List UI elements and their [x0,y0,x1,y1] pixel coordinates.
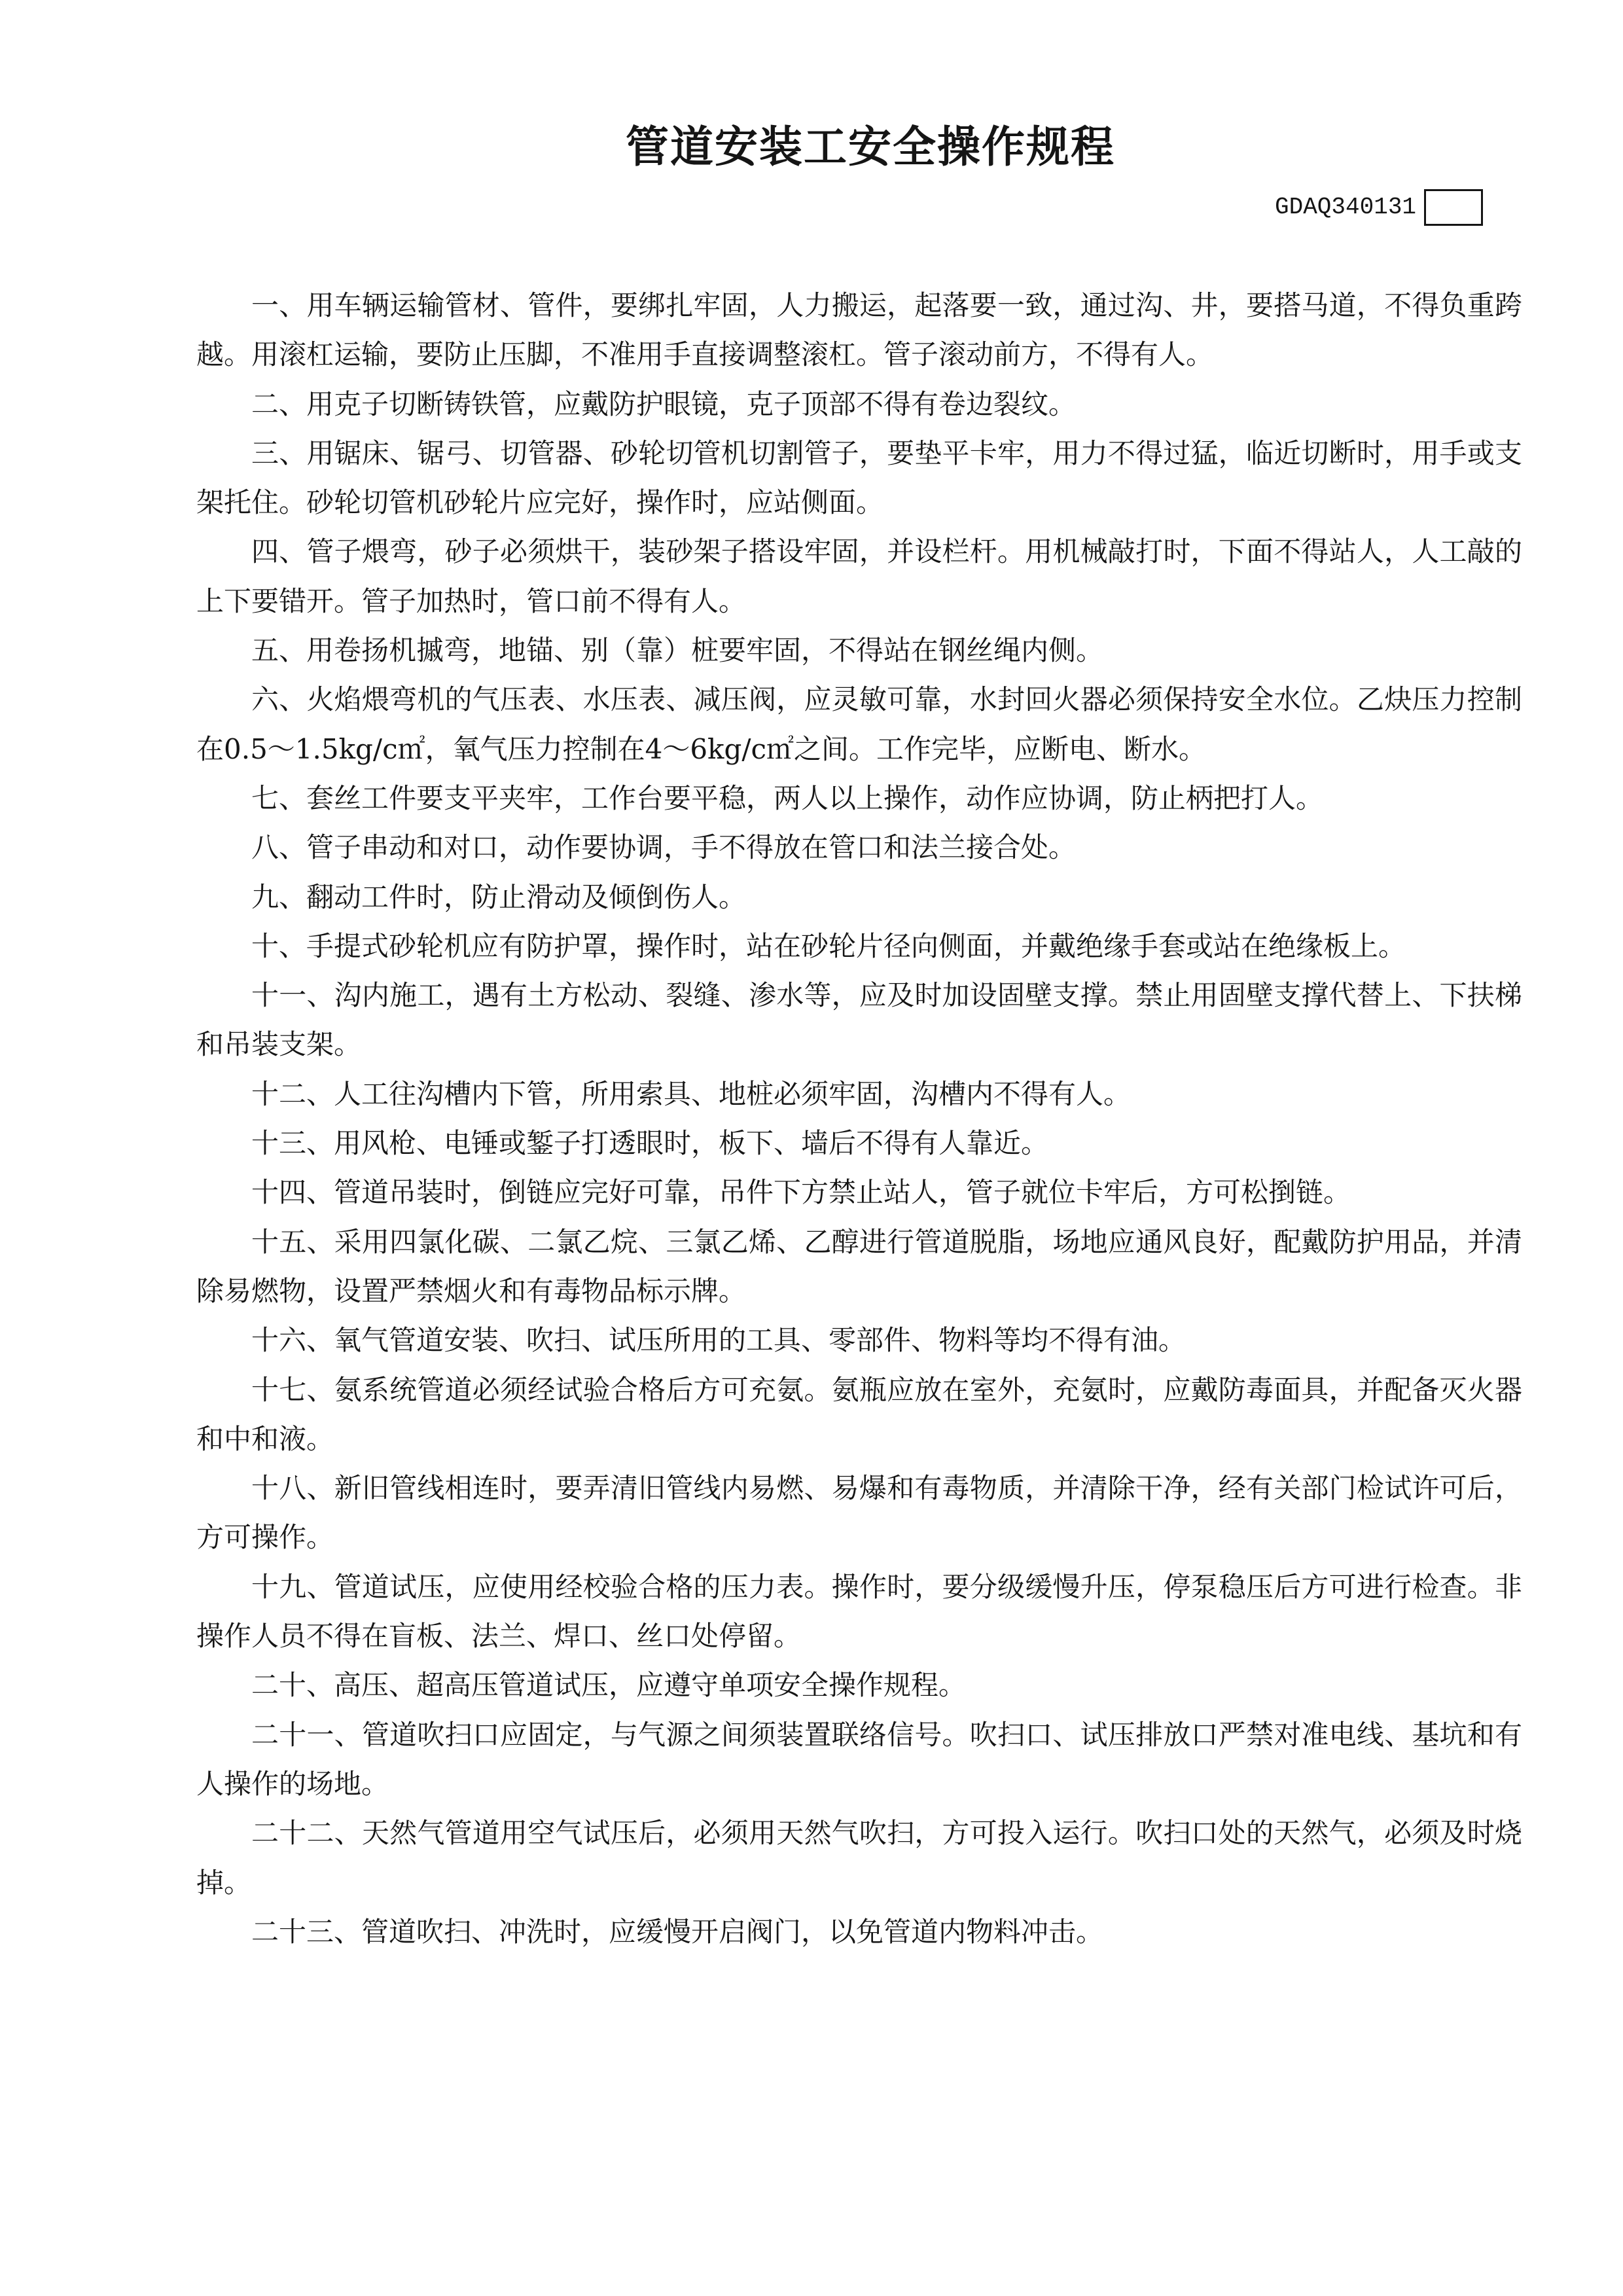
document-code: GDAQ340131 [1275,194,1417,221]
rule-item-12: 十二、人工往沟槽内下管，所用索具、地桩必须牢固，沟槽内不得有人。 [251,1077,1132,1110]
rule-item-22: 二十二、天然气管道用空气试压后，必须用天然气吹扫，方可投入运行。吹扫口处的天然气，必须及时烧掉。 [196,1817,1522,1899]
document-title: 管道安装工安全操作规程 [626,122,1115,172]
rule-item-9: 九、翻动工件时，防止滑动及倾倒伤人。 [251,880,747,913]
document-code-row [1275,189,1483,226]
rule-item-8: 八、管子串动和对口，动作要协调，手不得放在管口和法兰接合处。 [251,831,1077,864]
rule-item-15: 十五、采用四氯化碳、二氯乙烷、三氯乙烯、乙醇进行管道脱脂，场地应通风良好，配戴防护用品，并清除易燃物，设置严禁烟火和有毒物品标示牌。 [196,1225,1522,1307]
rule-item-17: 十七、氨系统管道必须经试验合格后方可充氨。氨瓶应放在室外，充氨时，应戴防毒面具，并配备灭火器和中和液。 [196,1373,1522,1455]
rule-item-11: 十一、沟内施工，遇有土方松动、裂缝、渗水等，应及时加设固壁支撑。禁止用固壁支撑代替上、下扶梯和吊装支架。 [196,979,1522,1061]
rule-item-10: 十、手提式砂轮机应有防护罩，操作时，站在砂轮片径向侧面，并戴绝缘手套或站在绝缘板上。 [251,929,1406,962]
rule-item-1: 一、用车辆运输管材、管件，要绑扎牢固，人力搬运，起落要一致，通过沟、井，要搭马道，不得负重跨越。用滚杠运输，要防止压脚，不准用手直接调整滚杠。管子滚动前方，不得有人。 [196,289,1522,371]
rule-item-23: 二十三、管道吹扫、冲洗时，应缓慢开启阀门，以免管道内物料冲击。 [251,1915,1104,1948]
rule-item-4: 四、管子煨弯，砂子必须烘干，装砂架子搭设牢固，并设栏杆。用机械敲打时，下面不得站人，人工敲的上下要错开。管子加热时，管口前不得有人。 [196,535,1522,617]
rule-item-20: 二十、高压、超高压管道试压，应遵守单项安全操作规程。 [251,1669,967,1702]
rule-item-6: 六、火焰煨弯机的气压表、水压表、减压阀，应灵敏可靠，水封回火器必须保持安全水位。乙炔压力控制在0.5～1.5kg/c㎡，氧气压力控制在4～6kg/c㎡之间。工作完毕，应断电、断水。 [196,683,1522,765]
rule-item-2: 二、用克子切断铸铁管，应戴防护眼镜，克子顶部不得有卷边裂纹。 [251,387,1077,420]
rules-body [196,281,1522,1956]
rule-item-19: 十九、管道试压，应使用经校验合格的压力表。操作时，要分级缓慢升压，停泵稳压后方可进行检查。非操作人员不得在盲板、法兰、焊口、丝口处停留。 [196,1570,1522,1653]
code-box [1424,189,1483,226]
rule-item-13: 十三、用风枪、电锤或錾子打透眼时，板下、墙后不得有人靠近。 [251,1127,1049,1160]
rule-item-16: 十六、氧气管道安装、吹扫、试压所用的工具、零部件、物料等均不得有油。 [251,1324,1186,1357]
rule-item-14: 十四、管道吊装时，倒链应完好可靠，吊件下方禁止站人，管子就位卡牢后，方可松捯链。 [251,1176,1351,1209]
rule-item-5: 五、用卷扬机摵弯，地锚、别（靠）桩要牢固，不得站在钢丝绳内侧。 [251,634,1104,667]
rule-item-18: 十八、新旧管线相连时，要弄清旧管线内易燃、易爆和有毒物质，并清除干净，经有关部门检试许可后，方可操作。 [196,1472,1522,1554]
rule-item-21: 二十一、管道吹扫口应固定，与气源之间须装置联络信号。吹扫口、试压排放口严禁对准电线、基坑和有人操作的场地。 [196,1718,1522,1800]
rule-item-3: 三、用锯床、锯弓、切管器、砂轮切管机切割管子，要垫平卡牢，用力不得过猛，临近切断时，用手或支架托住。砂轮切管机砂轮片应完好，操作时，应站侧面。 [196,437,1522,519]
rule-item-7: 七、套丝工件要支平夹牢，工作台要平稳，两人以上操作，动作应协调，防止柄把打人。 [251,781,1324,814]
